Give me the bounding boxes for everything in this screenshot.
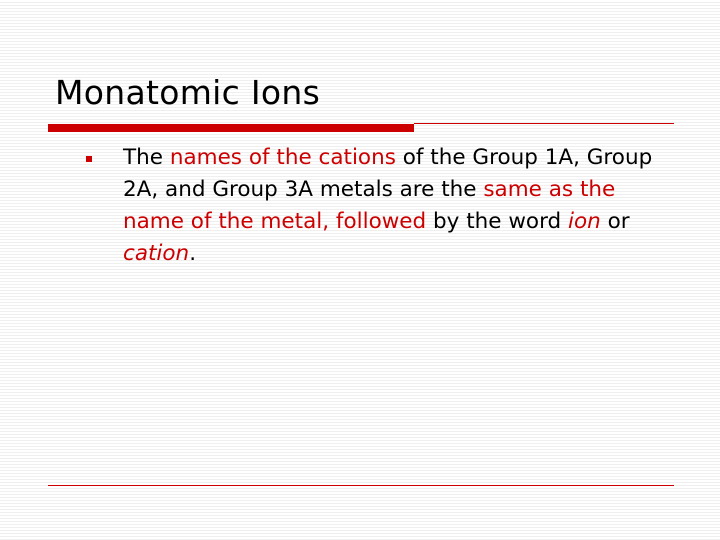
title-underline-thick [48, 124, 414, 132]
text-segment-highlight: same as the name of the metal, followed [123, 177, 616, 234]
text-segment: The [123, 145, 170, 170]
text-segment-highlight-italic: ion [568, 209, 601, 234]
text-segment: or [600, 209, 630, 234]
text-segment: of the Group 1A, Group 2A, and Group 3A metals are the [123, 145, 653, 202]
footer-rule [48, 485, 674, 486]
title-underline-thin [414, 123, 674, 124]
bullet-text [123, 142, 663, 270]
text-segment: . [189, 241, 197, 266]
square-bullet-icon [86, 156, 92, 162]
text-segment-highlight-italic: cation [123, 241, 190, 266]
slide-title: Monatomic Ions [55, 73, 321, 112]
text-segment-highlight: names of the cations [169, 145, 396, 170]
text-segment: by the word [426, 209, 569, 234]
